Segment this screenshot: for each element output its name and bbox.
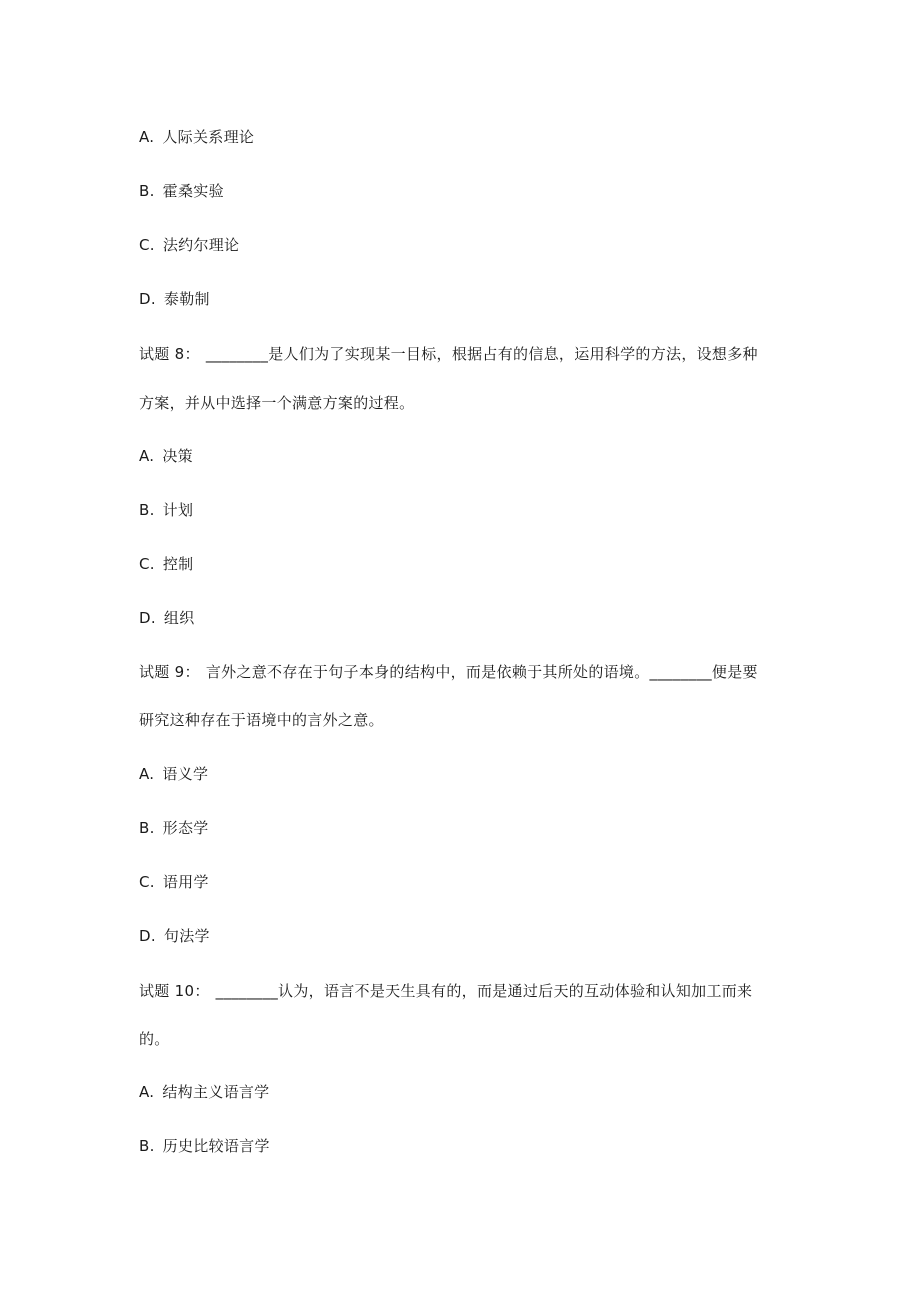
option-letter: A. bbox=[139, 1083, 155, 1101]
option-c bbox=[139, 872, 789, 892]
option-a bbox=[139, 764, 789, 784]
option-letter: B. bbox=[139, 1137, 155, 1155]
option-d bbox=[139, 289, 789, 309]
option-letter: A. bbox=[139, 447, 155, 465]
option-a bbox=[139, 1082, 789, 1102]
question-text: 方案，并从中选择一个满意方案的过程。 bbox=[139, 394, 415, 412]
question-text: 的。 bbox=[139, 1030, 170, 1048]
option-text: 句法学 bbox=[163, 927, 210, 945]
option-letter: B. bbox=[139, 182, 155, 200]
option-text: 控制 bbox=[162, 555, 194, 573]
option-text: 组织 bbox=[163, 609, 195, 627]
question-label: 试题 10： bbox=[139, 982, 210, 1000]
question-8-line-2 bbox=[139, 393, 789, 413]
option-letter: B. bbox=[139, 501, 155, 519]
question-8-line-1 bbox=[139, 344, 789, 364]
question-10-line-2 bbox=[139, 1029, 789, 1049]
option-d bbox=[139, 608, 789, 628]
option-text: 语用学 bbox=[162, 873, 209, 891]
option-text: 历史比较语言学 bbox=[162, 1137, 270, 1155]
option-letter: B. bbox=[139, 819, 155, 837]
option-b bbox=[139, 500, 789, 520]
option-text: 法约尔理论 bbox=[162, 236, 240, 254]
question-10-line-1 bbox=[139, 981, 789, 1001]
option-letter: A. bbox=[139, 765, 155, 783]
question-label: 试题 9： bbox=[139, 663, 200, 681]
option-letter: C. bbox=[139, 873, 155, 891]
option-letter: C. bbox=[139, 236, 155, 254]
option-text: 人际关系理论 bbox=[162, 128, 255, 146]
option-letter: D. bbox=[139, 609, 156, 627]
question-text: ________是人们为了实现某一目标，根据占有的信息，运用科学的方法，设想多种 bbox=[205, 345, 758, 363]
option-text: 决策 bbox=[162, 447, 193, 465]
option-a bbox=[139, 127, 789, 147]
option-text: 霍桑实验 bbox=[162, 182, 224, 200]
option-d bbox=[139, 926, 789, 946]
option-letter: D. bbox=[139, 290, 156, 308]
option-letter: D. bbox=[139, 927, 156, 945]
option-b bbox=[139, 1136, 789, 1156]
option-text: 语义学 bbox=[162, 765, 209, 783]
option-c bbox=[139, 235, 789, 255]
option-a bbox=[139, 446, 789, 466]
option-text: 结构主义语言学 bbox=[162, 1083, 270, 1101]
option-text: 计划 bbox=[162, 501, 194, 519]
option-letter: A. bbox=[139, 128, 155, 146]
question-label: 试题 8： bbox=[139, 345, 200, 363]
question-text: 研究这种存在于语境中的言外之意。 bbox=[139, 711, 384, 729]
option-b bbox=[139, 818, 789, 838]
question-text: ________认为，语言不是天生具有的，而是通过后天的互动体验和认知加工而来 bbox=[215, 982, 753, 1000]
question-9-line-1 bbox=[139, 662, 789, 682]
option-letter: C. bbox=[139, 555, 155, 573]
question-text: 言外之意不存在于句子本身的结构中，而是依赖于其所处的语境。________便是要 bbox=[205, 663, 758, 681]
option-c bbox=[139, 554, 789, 574]
question-9-line-2 bbox=[139, 710, 789, 730]
option-b bbox=[139, 181, 789, 201]
option-text: 形态学 bbox=[162, 819, 209, 837]
option-text: 泰勒制 bbox=[163, 290, 210, 308]
